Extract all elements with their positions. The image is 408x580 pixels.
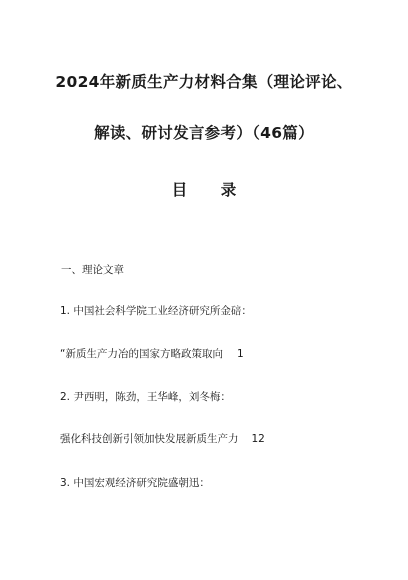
toc-item — [60, 431, 265, 446]
toc-page-number: 12 — [251, 433, 265, 445]
toc-item-text: 1. 中国社会科学院工业经济研究所金碚： — [60, 305, 252, 317]
toc-item — [60, 475, 210, 490]
toc-item-text: 2. 尹西明，陈劲，王华峰，刘冬梅： — [60, 391, 231, 403]
toc-item-text: 3. 中国宏观经济研究院盛朝迅： — [60, 477, 210, 489]
toc-item — [60, 303, 252, 318]
toc-item — [60, 346, 244, 361]
toc-item-text: 强化科技创新引领加快发展新质生产力 — [60, 433, 239, 445]
document-title-line-2: 解读、研讨发言参考）（46篇） — [94, 124, 314, 142]
toc-heading: 目 录 — [171, 181, 251, 199]
toc-page-number: 1 — [236, 348, 244, 360]
toc-item — [60, 389, 231, 404]
toc-item-text: “新质生产力冶的国家方略政策取向 — [60, 348, 223, 360]
toc-item-text: 一、理论文章 — [61, 264, 124, 276]
document-title-line-1: 2024年新质生产力材料合集（理论评论、 — [55, 73, 353, 91]
toc-section-heading — [61, 262, 124, 277]
